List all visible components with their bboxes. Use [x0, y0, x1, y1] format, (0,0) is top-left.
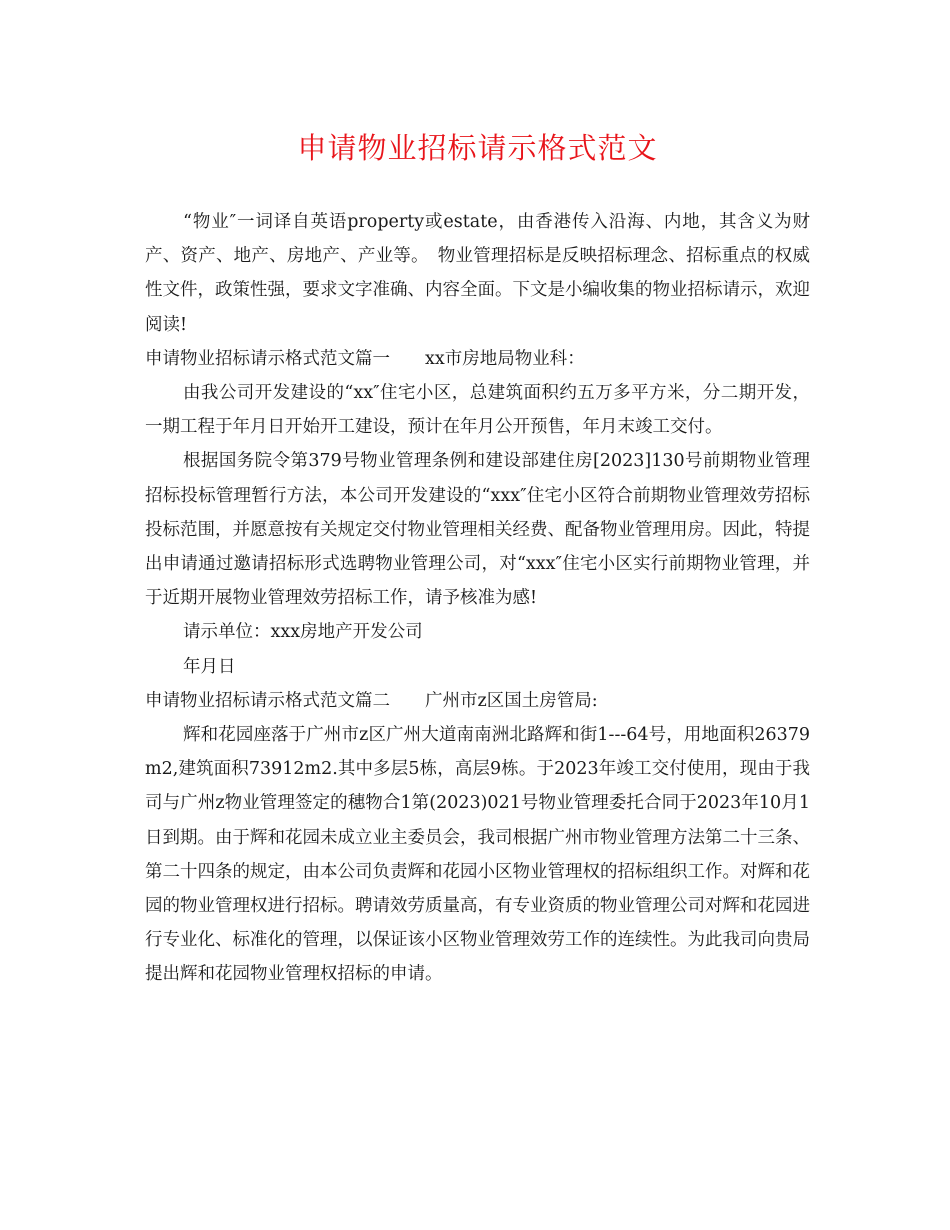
signature-date: 年月日 [183, 656, 236, 677]
paragraph-huihe-garden: 辉和花园座落于广州市z区广州大道南南洲北路辉和街1---64号，用地面积26379m2,建筑面积73912m2.其中多层5栋，高层9栋。于2023年竣工交付使用，现由于我司与广州z物业管理签定的穗物合1第(2023)021号物业管理委托合同于2023年10月1日到期。由于辉和花园未成立业主委员会，我司根据广州市物业管理方法第二十三条、第二十四条的规定，由本公司负责辉和花园小区物业管理权的招标组织工作。对辉和花园的物业管理权进行招标。聘请效劳质量高，有专业资质的物业管理公司对辉和花园进行专业化、标准化的管理，以保证该小区物业管理效劳工作的连续性。为此我司向贵局提出辉和花园物业管理权招标的申请。 [145, 725, 810, 985]
document-body [145, 205, 810, 992]
paragraph-project: 由我公司开发建设的“xx″住宅小区，总建筑面积约五万多平方米，分二期开发，一期工程于年月日开始开工建设，预计在年月公开预售，年月末竣工交付。 [145, 383, 810, 438]
document-title: 申请物业招标请示格式范文 [297, 131, 658, 165]
paragraph-intro: “物业″一词译自英语property或estate，由香港传入沿海、内地，其含义为财产、资产、地产、房地产、产业等。 物业管理招标是反映招标理念、招标重点的权威性文件，政策性强，要求文字准确、内容全面。下文是小编收集的物业招标请示，欢迎阅读! [145, 212, 810, 335]
signature-unit: 请示单位：xxx房地产开发公司 [183, 622, 423, 643]
section-heading-1: 申请物业招标请示格式范文篇一 xx市房地局物业科： [145, 348, 585, 369]
section-heading-2: 申请物业招标请示格式范文篇二 广州市z区国土房管局: [145, 690, 598, 711]
paragraph-request: 根据国务院令第379号物业管理条例和建设部建住房[2023]130号前期物业管理招标投标管理暂行方法，本公司开发建设的“xxx″住宅小区符合前期物业管理效劳招标投标范围，并愿意按有关规定交付物业管理相关经费、配备物业管理用房。因此，特提出申请通过邀请招标形式选聘物业管理公司，对“xxx″住宅小区实行前期物业管理，并于近期开展物业管理效劳招标工作，请予核准为感! [145, 451, 810, 609]
